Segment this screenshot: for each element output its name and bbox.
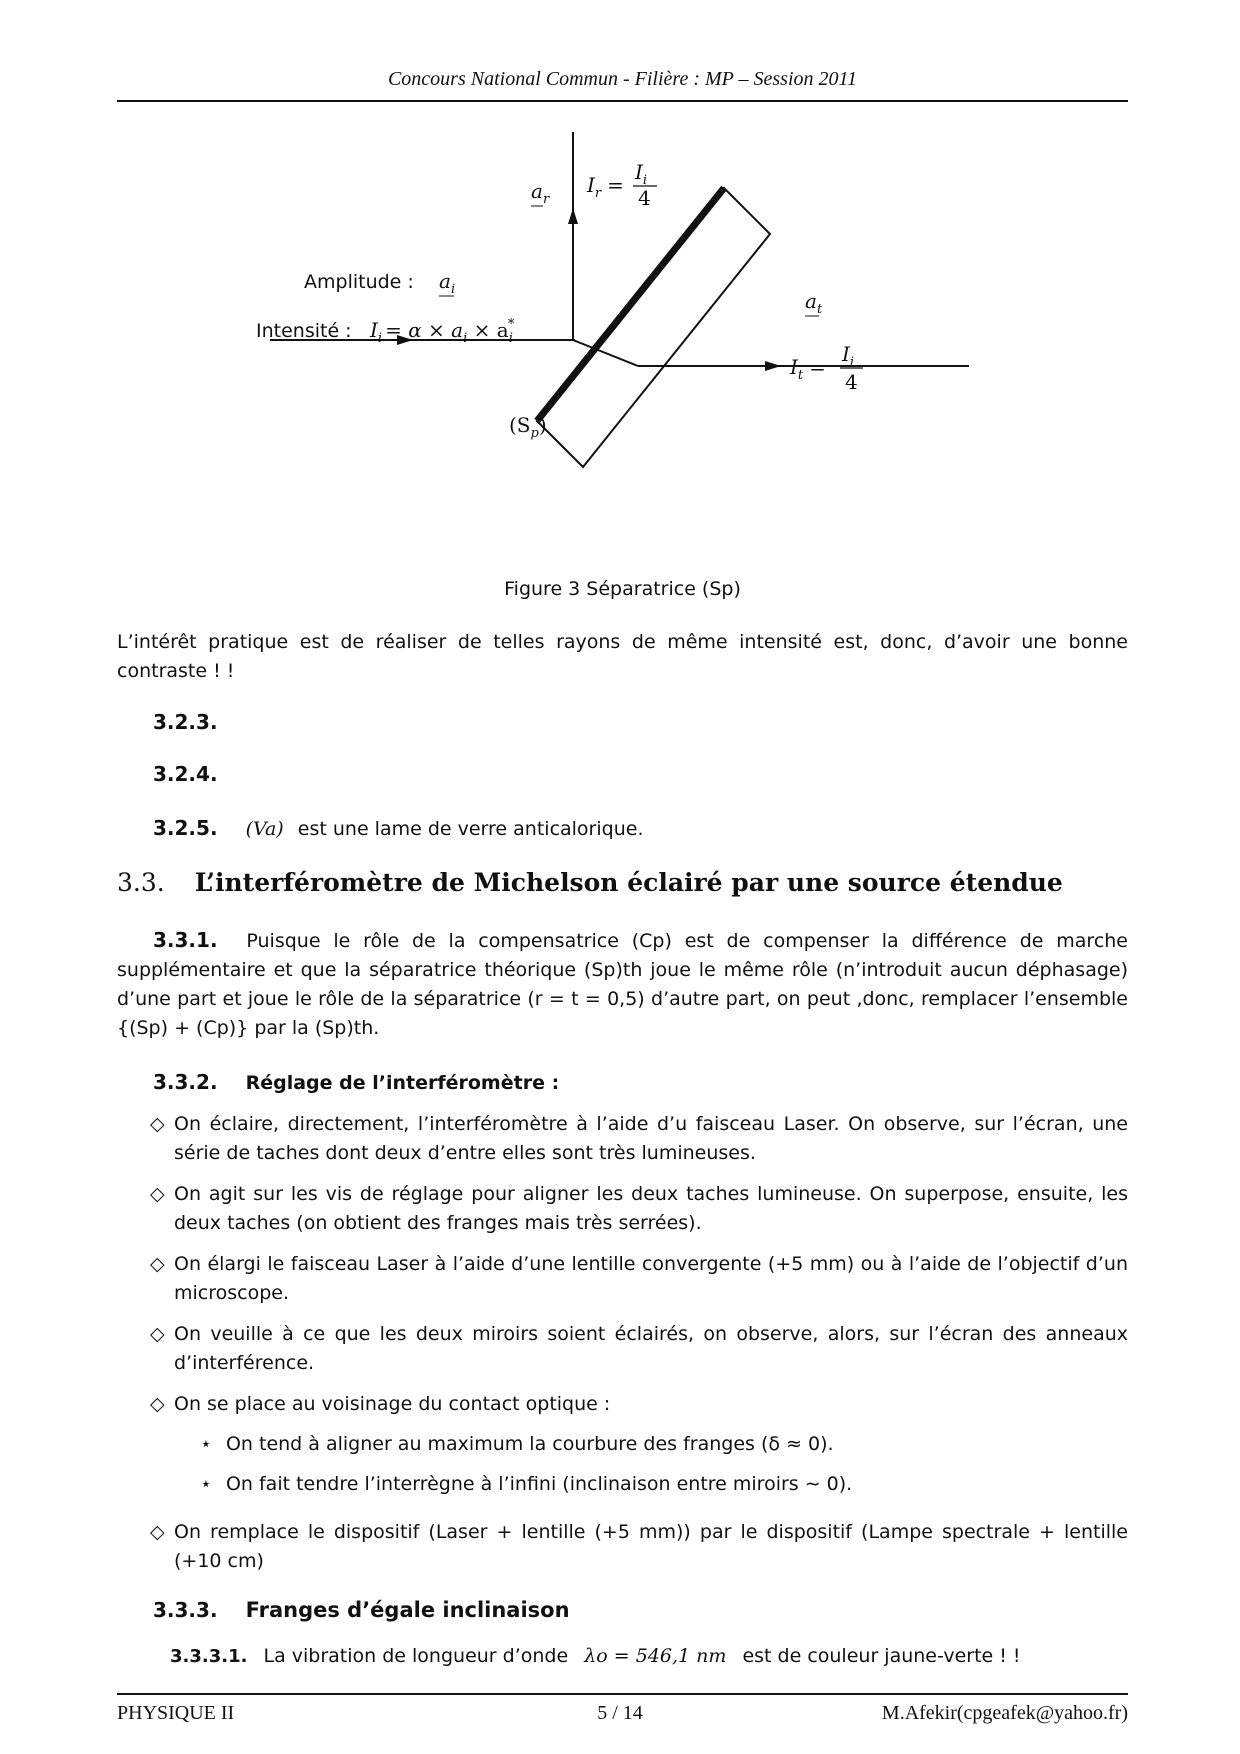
heading-333-title: Franges d’égale inclinaison (245, 1598, 570, 1622)
reflected-arrow (568, 208, 578, 224)
footer-page-number: 5 / 14 (597, 1702, 643, 1724)
semi-reflective-face (537, 188, 724, 421)
bullet-text: On agit sur les vis de réglage pour aligner les deux taches lumineuse. On superpose, ensuite, les deux taches (on obtient des franges mais très serrées). (174, 1183, 1128, 1234)
diamond-icon: ◇ (150, 1393, 165, 1415)
figure-caption: Figure 3 Séparatrice (Sp) (504, 578, 741, 600)
label-intensity-formula: $I_i = \alpha \times a_i \times a_i*$ (370, 317, 515, 346)
heading-333 (153, 1596, 1164, 1626)
sub-bullet-item (200, 1470, 852, 1499)
item-number: 3.2.5. (153, 816, 218, 840)
diamond-icon: ◇ (150, 1113, 165, 1135)
label-ar: $a_r$ (531, 179, 550, 207)
bullet-item (150, 1518, 1128, 1576)
label-four-right: 4 (845, 370, 858, 394)
paragraph-3331-text-before: La vibration de longueur d’onde (263, 1645, 569, 1667)
label-It: $I_t$ = (790, 355, 826, 383)
bullet-text: On remplace le dispositif (Laser + lentille (+5 mm)) par le dispositif (Lampe spectrale + lentille (+10 cm) (174, 1521, 1128, 1572)
sub-bullet-item (200, 1430, 834, 1459)
item-323 (153, 708, 1164, 738)
label-Sp: $(S_p)$ (509, 413, 547, 441)
item-number: 3.3.1. (153, 928, 218, 952)
heading-332 (153, 1068, 1128, 1098)
paragraph-interet: L’intérêt pratique est de réaliser de telles rayons de même intensité est, donc, d’avoir une bonne contraste ! ! (117, 631, 1128, 682)
label-intensite: Intensité : (256, 320, 352, 342)
diamond-icon: ◇ (150, 1253, 165, 1275)
bullet-item (150, 1180, 1128, 1238)
item-325 (153, 814, 1164, 844)
label-Ii-frac-num: $I_i$ (635, 160, 648, 188)
footer-rule (117, 1693, 1128, 1695)
bullet-item (150, 1250, 1128, 1308)
label-Ir: $I_r$ = (587, 173, 624, 201)
star-icon: ⋆ (200, 1473, 212, 1495)
item-number: 3.2.3. (153, 710, 218, 734)
bullet-text: On veuille à ce que les deux miroirs soient éclairés, on observe, alors, sur l’écran des anneaux d’interférence. (174, 1323, 1128, 1374)
bullet-text: On élargi le faisceau Laser à l’aide d’une lentille convergente (+5 mm) ou à l’aide de l’objectif d’un microscope. (174, 1253, 1128, 1304)
bullet-text: On éclaire, directement, l’interféromètre à l’aide d’u faisceau Laser. On observe, sur l’écran, une série de taches dont deux d’entre elles sont très lumineuses. (174, 1113, 1128, 1164)
diamond-icon: ◇ (150, 1183, 165, 1205)
item-text: est une lame de verre anticalorique. (297, 818, 644, 840)
label-amplitude: Amplitude : (304, 271, 414, 293)
item-324 (153, 760, 1164, 790)
bullet-text: On se place au voisinage du contact optique : (174, 1393, 611, 1415)
diamond-icon: ◇ (150, 1323, 165, 1345)
paragraph-331 (117, 926, 1128, 1043)
bullet-item (150, 1390, 1128, 1419)
star-icon: ⋆ (200, 1433, 212, 1455)
item-number: 3.3.2. (153, 1070, 218, 1094)
heading-332-title: Réglage de l’interféromètre : (245, 1072, 560, 1094)
label-four-top: 4 (638, 186, 651, 210)
separatrice-plate (537, 188, 770, 467)
paragraph-331-text: Puisque le rôle de la compensatrice (Cp) est de compenser la différence de marche supplémentaire et que la séparatrice théorique (Sp)th joue le même rôle (n’introduit aucun déphasage) d’une part et joue le rôle de la séparatrice (r = t = 0,5) d’autre part, on peut ,donc, remplacer l’ensemble {(Sp) + (Cp)} par la (Sp)th. (117, 930, 1129, 1039)
item-number: 3.3.3.1. (170, 1646, 248, 1667)
section-heading (117, 868, 1063, 897)
sub-bullet-text: On fait tendre l’interrègne à l’infini (inclinaison entre miroirs ∼ 0). (225, 1473, 853, 1495)
diamond-icon: ◇ (150, 1521, 165, 1543)
math-Va: (Va) (245, 818, 284, 840)
sub-bullet-text: On tend à aligner au maximum la courbure des franges (δ ≈ 0). (225, 1433, 834, 1455)
figure-separatrice (117, 112, 1128, 572)
math-lambda: λo = 546,1 nm (584, 1645, 727, 1667)
bullet-item (150, 1110, 1128, 1168)
item-number: 3.3.3. (153, 1598, 218, 1622)
footer-left: PHYSIQUE II (117, 1702, 235, 1724)
paragraph-3331 (170, 1642, 1128, 1671)
paragraph-3331-text-after: est de couleur jaune-verte ! ! (742, 1645, 1021, 1667)
bullet-item (150, 1320, 1128, 1378)
label-Ii-frac-num-2: $I_i$ (842, 342, 855, 370)
label-at: $a_t$ (805, 289, 823, 317)
section-number: 3.3. (117, 868, 165, 897)
header-rule (117, 100, 1128, 102)
section-title: L’interféromètre de Michelson éclairé par une source étendue (194, 868, 1063, 897)
footer-right: M.Afekir(cpgeafek@yahoo.fr) (881, 1702, 1128, 1724)
item-number: 3.2.4. (153, 762, 218, 786)
label-ai: $a_i$ (439, 269, 456, 297)
page-header: Concours National Commun - Filière : MP – Session 2011 (387, 68, 858, 90)
transmitted-arrow (765, 361, 781, 371)
